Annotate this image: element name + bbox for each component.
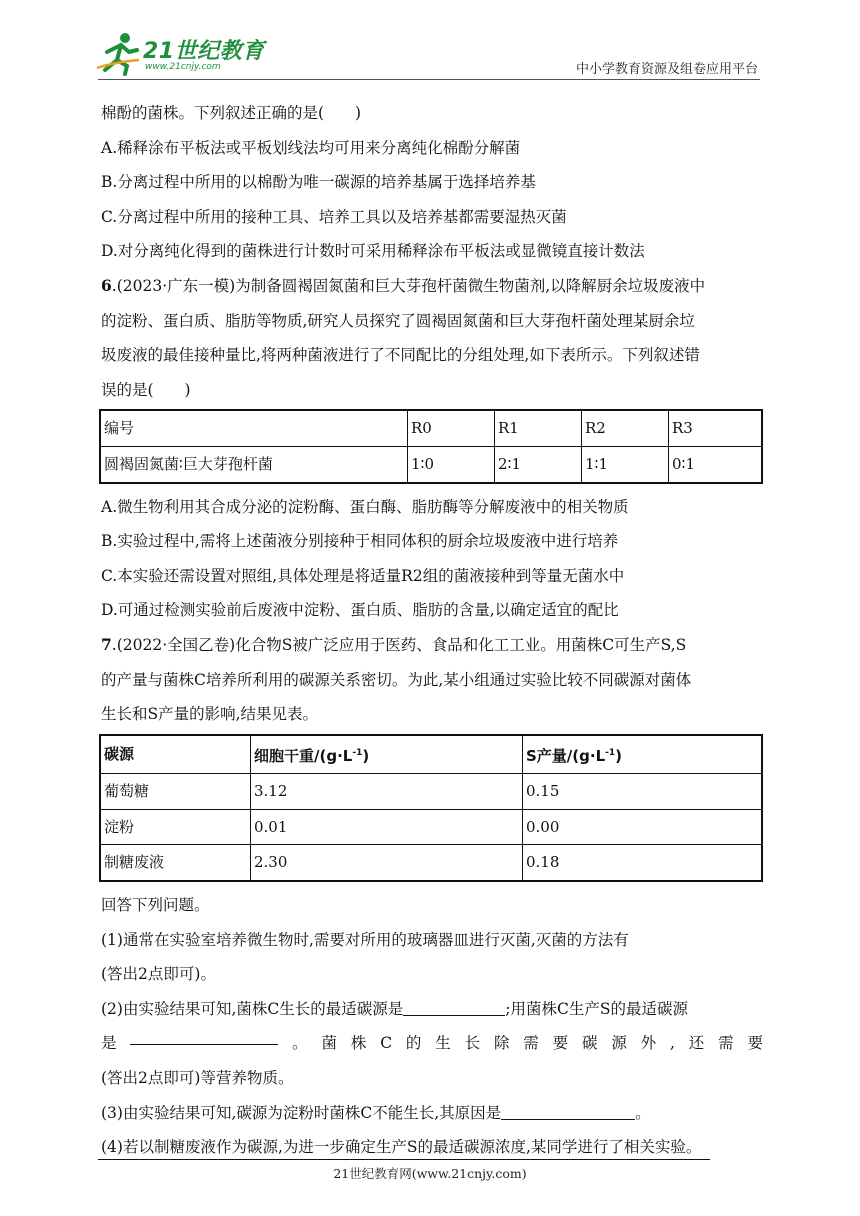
q7-sub2-char: 是 [101,1034,117,1053]
q7-sub2-char: 除 [493,1034,510,1053]
q7-sub1-line-2: (答出2点即可)。 [101,965,216,984]
platform-title: 中小学教育资源及组卷应用平台 [575,62,758,77]
q5-option-a: A.稀释涂布平板法或平板划线法均可用来分离纯化棉酚分解菌 [101,138,521,157]
logo-url: www.21cnjy.com [145,62,221,72]
q7-sub2-char: C [380,1034,393,1053]
q5-option-c: C.分离过程中所用的接种工具、培养工具以及培养基都需要湿热灭菌 [101,207,567,226]
q7-sub2-text-b: ;用菌株C生产S的最适碳源 [505,999,688,1018]
q7-number: 7 [101,634,112,654]
q6-option-b: B.实验过程中,需将上述菌液分别接种于相同体积的厨余垃圾废液中进行培养 [101,532,619,551]
table-cell: 制糖废液 [100,845,251,881]
q6-ratio-table [99,409,763,483]
table-row [100,735,762,774]
q6-option-c: C.本实验还需设置对照组,具体处理是将适量R2组的菌液接种到等量无菌水中 [101,566,625,585]
q7-sub4: (4)若以制糖废液作为碳源,为进一步确定生产S的最适碳源浓度,某同学进行了相关实验。 [101,1138,702,1157]
table-cell: R2 [582,410,669,446]
q7-sub2-line-2 [101,1026,763,1061]
table-row [100,809,762,845]
q7-sub2-char: 要 [747,1034,763,1053]
q7-sub2-char: 长 [464,1034,481,1053]
q6-option-d: D.可通过检测实验前后废液中淀粉、蛋白质、脂肪的含量,以确定适宜的配比 [101,601,619,620]
page-header [0,0,860,82]
footer-divider [98,1159,710,1160]
table-row [100,845,762,881]
header-text: S产量/(g·L [526,746,606,765]
table-header-cell [523,735,763,774]
table-cell: 2.30 [251,845,523,881]
q6-option-a: A.微生物利用其合成分泌的淀粉酶、蛋白酶、脂肪酶等分解废液中的相关物质 [101,497,629,516]
table-row [100,410,762,446]
table-cell: 0.01 [251,809,523,845]
q5-option-d: D.对分离纯化得到的菌株进行计数时可采用稀释涂布平板法或显微镜直接计数法 [101,242,645,261]
q6-stem-text-1: .(2023·广东一模)为制备圆褐固氮菌和巨大芽孢杆菌微生物菌剂,以降解厨余垃圾废液中 [111,276,706,295]
table-cell: 葡萄糖 [100,774,251,810]
q7-sub2-char: 的 [405,1034,422,1053]
header-sup: -1 [352,747,363,758]
q7-sub2-char: 需 [718,1034,734,1053]
q6-stem-line-1 [101,269,763,304]
q7-sub2-text-a: (2)由实验结果可知,菌株C生长的最适碳源是 [101,999,404,1018]
table-cell: 0.15 [523,774,763,810]
q7-sub2-char: 碳 [581,1034,598,1053]
q7-sub3-text: (3)由实验结果可知,碳源为淀粉时菌株C不能生长,其原因是 [101,1103,502,1122]
q5-stem: 棉酚的菌株。下列叙述正确的是( ) [101,104,362,122]
header-text: ) [362,746,370,765]
q6-number: 6 [101,275,112,295]
table-header-cell [251,735,523,774]
q7-sub2-char: 。 [292,1034,308,1053]
answer-blank[interactable] [130,1026,278,1045]
q7-sub2-char: 株 [350,1034,367,1053]
q7-sub1-line-1: (1)通常在实验室培养微生物时,需要对所用的玻璃器皿进行灭菌,灭菌的方法有 [101,930,629,949]
table-cell: 0∶1 [669,446,763,482]
table-cell: R0 [408,410,495,446]
q7-sub3 [101,1096,763,1131]
answer-blank[interactable] [501,1101,635,1120]
table-cell: 3.12 [251,774,523,810]
logo-text: 21世纪教育 [143,39,265,64]
table-cell: 0.18 [523,845,763,881]
table-cell: 2∶1 [495,446,582,482]
table-cell: 编号 [100,410,408,446]
header-text: ) [615,746,622,765]
q7-sub2-char: 要 [552,1034,569,1053]
q7-sub2-char: 菌 [321,1034,338,1053]
table-cell: 1∶0 [408,446,495,482]
page-footer: 21世纪教育网(www.21cnjy.com) [333,1166,527,1181]
q7-sub2-char: 外 [640,1034,657,1053]
q6-stem-line-4: 误的是( ) [101,380,191,399]
table-cell: R1 [495,410,582,446]
table-row [100,446,762,482]
q7-stem-line-3: 生长和S产量的影响,结果见表。 [101,705,319,724]
q7-sub2-char: 需 [523,1034,539,1053]
header-text: 细胞干重/(g·L [254,746,353,765]
q6-stem-line-2: 的淀粉、蛋白质、脂肪等物质,研究人员探究了圆褐固氮菌和巨大芽孢杆菌处理某厨余垃 [101,311,695,330]
table-header-cell: 碳源 [100,735,251,774]
table-cell: 1∶1 [582,446,669,482]
header-sup: -1 [605,747,616,758]
logo [95,30,265,78]
header-divider [98,79,760,80]
runner-logo-icon [95,30,143,76]
q7-sub2-char: 还 [688,1034,705,1053]
table-cell: 淀粉 [100,809,251,845]
q7-stem-line-2: 的产量与菌株C培养所利用的碳源关系密切。为此,某小组通过实验比较不同碳源对菌体 [101,670,692,689]
q7-sub3-period: 。 [635,1103,651,1122]
table-cell: R3 [669,410,763,446]
document-body [101,96,763,1165]
q7-stem-text-1: .(2022·全国乙卷)化合物S被广泛应用于医药、食品和化工工业。用菌株C可生产S,S [111,635,687,654]
table-cell: 0.00 [523,809,763,845]
q7-sub2-line-3: (答出2点即可)等营养物质。 [101,1069,294,1088]
answer-blank[interactable] [403,997,505,1016]
q6-stem-line-3: 圾废液的最佳接种量比,将两种菌液进行了不同配比的分组处理,如下表所示。下列叙述错 [101,346,700,365]
q7-sub2-char: 源 [611,1034,627,1053]
q7-sub2-char: 生 [435,1034,451,1053]
q5-option-b: B.分离过程中所用的以棉酚为唯一碳源的培养基属于选择培养基 [101,173,536,192]
q7-carbon-source-table [99,734,763,882]
q7-stem-line-1 [101,628,763,663]
q7-sub2-char: , [670,1034,675,1053]
table-cell: 圆褐固氮菌∶巨大芽孢杆菌 [100,446,408,482]
q7-answer-prompt: 回答下列问题。 [101,896,210,915]
q7-sub2-line-1 [101,992,763,1027]
table-row [100,774,762,810]
